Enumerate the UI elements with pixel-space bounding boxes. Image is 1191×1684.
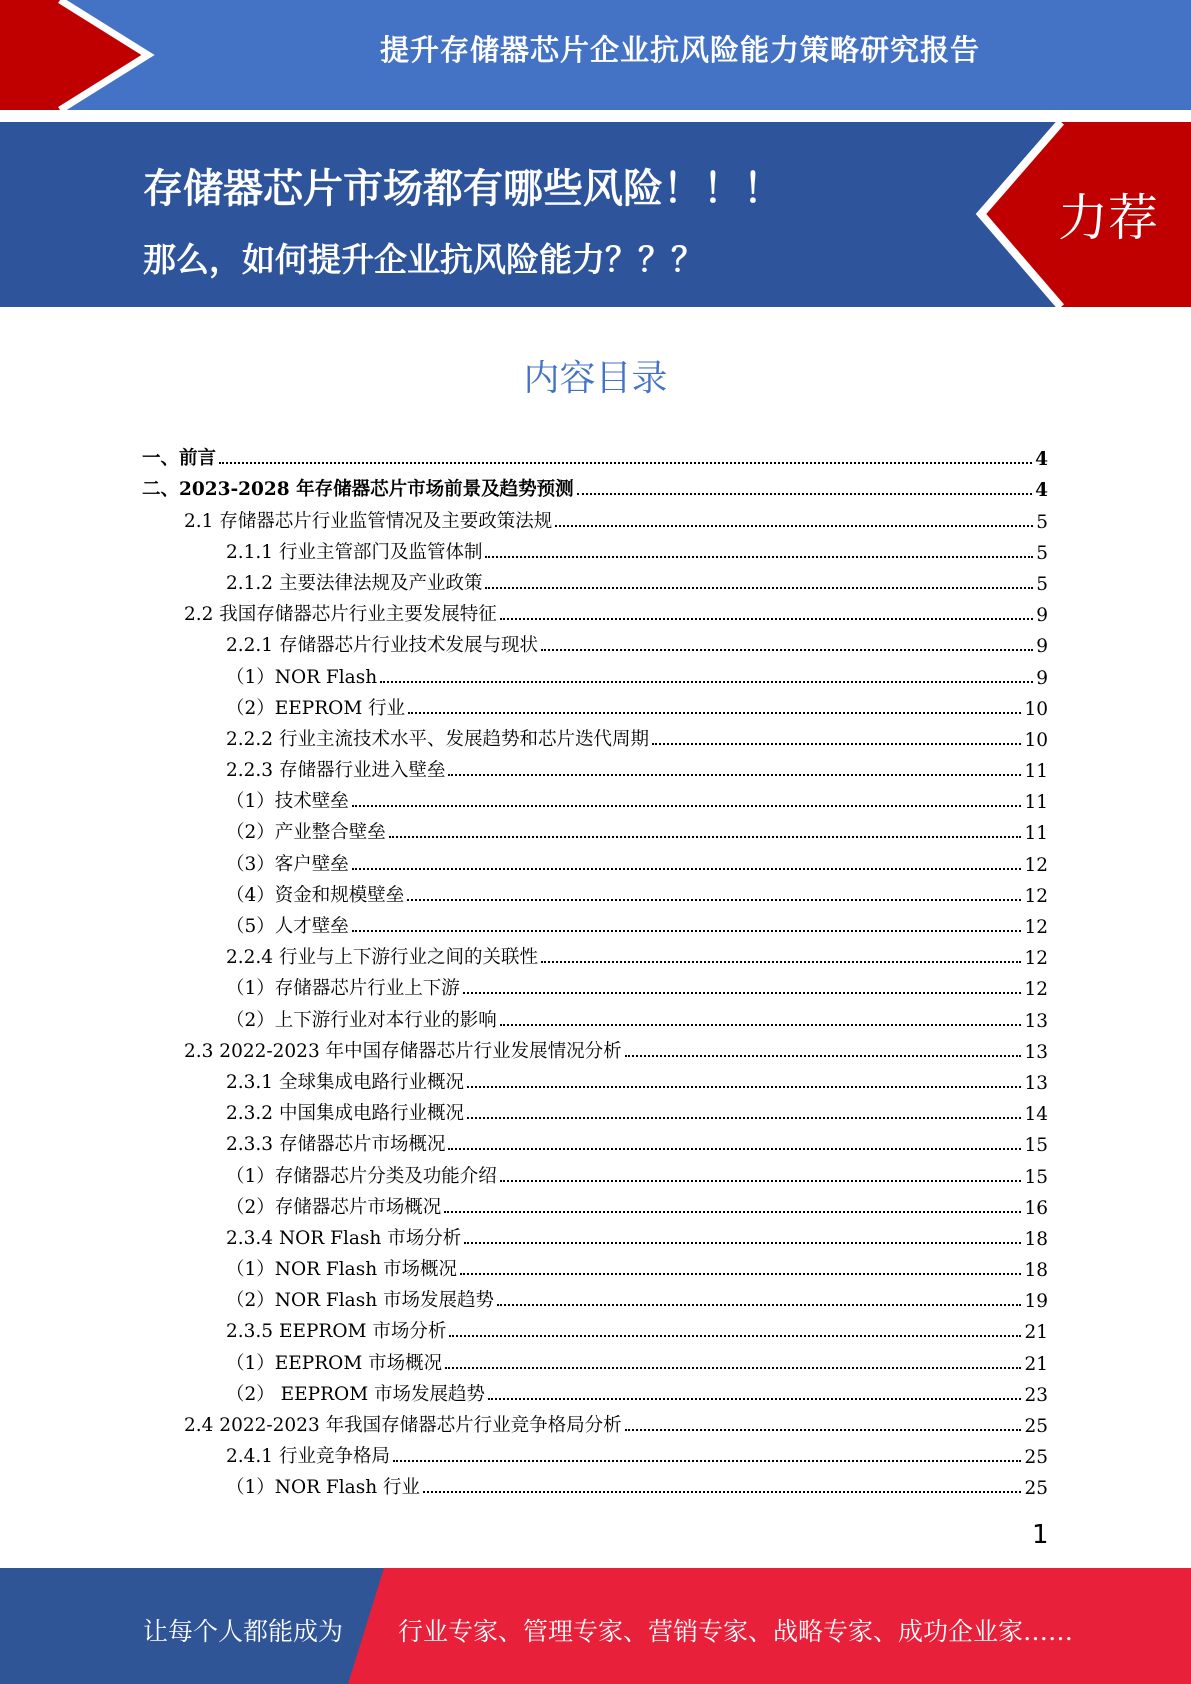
toc-entry-page: 23 [1024,1384,1048,1406]
toc-dot-leader [464,1242,1021,1244]
toc-entry-page: 16 [1024,1197,1048,1219]
toc-entry[interactable] [142,1343,1048,1374]
toc-entry-title: 2.2.1 存储器芯片行业技术发展与现状 [226,635,538,657]
toc-entry-title: （2） EEPROM 市场发展趋势 [226,1383,486,1405]
toc-entry[interactable] [142,501,1048,532]
toc-entry-page: 10 [1024,698,1048,720]
toc-entry[interactable] [142,1406,1048,1437]
toc-entry-title: 2.1.2 主要法律法规及产业政策 [226,572,483,594]
toc-entry-title: （2）存储器芯片市场概况 [226,1196,442,1218]
toc-entry-title: 2.2.4 行业与上下游行业之间的关联性 [226,947,538,969]
toc-entry-title: 2.3.3 存储器芯片市场概况 [226,1134,446,1156]
toc-entry-title: 一、前言 [142,448,217,470]
toc-entry-title: （5）人才壁垒 [226,916,349,937]
toc-entry-title: 2.3.1 全球集成电路行业概况 [226,1071,464,1093]
toc-entry-title: （1）EEPROM 市场概况 [226,1352,443,1374]
toc-entry-page: 12 [1024,979,1048,1001]
toc-entry-page: 5 [1036,542,1048,564]
toc-entry-title: （1）存储器芯片行业上下游 [226,978,460,1000]
toc-dot-leader [625,1055,1022,1057]
toc-entry[interactable] [142,1156,1048,1187]
toc-entry-title: （1）NOR Flash 市场概况 [226,1259,458,1281]
toc-entry[interactable] [142,1281,1048,1312]
toc-dot-leader [485,587,1033,589]
toc-entry-page: 12 [1024,948,1048,970]
hero-subheadline: 那么，如何提升企业抗风险能力？？？ [143,240,704,279]
toc-dot-leader [408,712,1021,714]
toc-entry-page: 25 [1024,1447,1048,1469]
toc-dot-leader [423,1491,1021,1493]
toc-entry-page: 21 [1024,1322,1048,1344]
toc-entry-page: 5 [1036,573,1048,595]
toc-entry-title: （1）存储器芯片分类及功能介绍 [226,1165,497,1187]
top-red-chevron [0,0,160,110]
toc-dot-leader [449,1335,1021,1337]
toc-entry[interactable] [142,1000,1048,1031]
toc-entry-page: 11 [1024,792,1048,814]
toc-entry-title: 2.2.3 存储器行业进入壁垒 [226,760,446,782]
toc-entry[interactable] [142,938,1048,969]
toc-dot-leader [445,1367,1021,1369]
toc-dot-leader [407,899,1021,901]
footer-slogan-roles: 行业专家、管理专家、营销专家、战略专家、成功企业家…… [398,1617,1074,1646]
toc-entry-page: 18 [1024,1260,1048,1282]
toc-entry-page: 13 [1024,1010,1048,1032]
toc-entry[interactable] [142,813,1048,844]
toc-dot-leader [219,462,1032,464]
toc-entry-page: 13 [1024,1072,1048,1094]
toc-entry-page: 12 [1024,917,1048,938]
toc-entry[interactable] [142,1468,1048,1499]
toc-entry-page: 10 [1024,729,1048,751]
toc-entry[interactable] [142,844,1048,875]
toc-entry-page: 21 [1024,1353,1048,1375]
toc-dot-leader [460,1273,1021,1275]
toc-entry[interactable] [142,751,1048,782]
toc-entry-title: 2.4 2022-2023 年我国存储器芯片行业竞争格局分析 [184,1415,622,1436]
toc-dot-leader [488,1398,1021,1400]
toc-entry-title: 2.1 存储器芯片行业监管情况及主要政策法规 [184,510,553,532]
hero-headline: 存储器芯片市场都有哪些风险！！！ [143,166,783,212]
toc-entry[interactable] [142,470,1048,501]
toc-entry-title: 2.3 2022-2023 年中国存储器芯片行业发展情况分析 [184,1040,622,1062]
toc-entry-title: （1）NOR Flash [226,666,378,688]
toc-entry-title: 2.3.4 NOR Flash 市场分析 [226,1227,462,1249]
toc-entry-title: 2.2.2 行业主流技术水平、发展趋势和芯片迭代周期 [226,728,649,750]
toc-entry-title: 二、2023-2028 年存储器芯片市场前景及趋势预测 [142,479,574,501]
toc-entry-page: 4 [1035,480,1048,502]
toc-entry-title: （2）EEPROM 行业 [226,697,406,719]
toc-entry[interactable] [142,876,1048,907]
toc-entry-page: 19 [1024,1291,1048,1313]
toc-entry-page: 14 [1024,1104,1048,1126]
toc-entry-page: 12 [1024,885,1048,907]
toc-dot-leader [485,556,1033,558]
table-of-contents [142,439,1048,1499]
toc-dot-leader [448,774,1021,776]
toc-entry[interactable] [142,1312,1048,1343]
toc-dot-leader [389,836,1022,838]
toc-dot-leader [625,1429,1022,1431]
toc-entry[interactable] [142,782,1048,813]
toc-entry[interactable] [142,720,1048,751]
toc-dot-leader [467,1117,1021,1119]
toc-entry[interactable] [142,1375,1048,1406]
toc-entry-page: 13 [1024,1041,1048,1063]
toc-entry-page: 9 [1036,605,1048,627]
footer-slogan-lead: 让每个人都能成为 [143,1617,344,1646]
toc-dot-leader [500,1180,1022,1182]
toc-entry-page: 25 [1024,1478,1048,1500]
toc-entry-title: 2.1.1 行业主管部门及监管体制 [226,541,483,563]
toc-entry-title: 2.3.5 EEPROM 市场分析 [226,1321,447,1343]
toc-entry-title: （2）上下游行业对本行业的影响 [226,1009,497,1031]
toc-entry-page: 12 [1024,854,1048,876]
toc-entry-page: 18 [1024,1228,1048,1250]
toc-dot-leader [500,1024,1022,1026]
toc-dot-leader [500,618,1033,620]
toc-entry-page: 15 [1024,1135,1048,1157]
toc-entry[interactable] [142,626,1048,657]
toc-heading: 内容目录 [523,358,668,399]
toc-entry[interactable] [142,657,1048,688]
toc-entry-title: 2.4.1 行业竞争格局 [226,1446,390,1468]
toc-dot-leader [352,868,1022,870]
toc-dot-leader [352,930,1022,932]
toc-entry[interactable] [142,1219,1048,1250]
toc-entry-title: （3）客户壁垒 [226,853,349,875]
toc-entry-page: 5 [1036,511,1048,533]
toc-entry[interactable] [142,1250,1048,1281]
toc-dot-leader [652,743,1021,745]
toc-dot-leader [448,1148,1021,1150]
toc-entry-title: （1）NOR Flash 行业 [226,1477,421,1499]
toc-dot-leader [467,1086,1021,1088]
toc-entry-title: 2.2 我国存储器芯片行业主要发展特征 [184,604,497,626]
toc-entry-title: （2）产业整合壁垒 [226,822,386,844]
toc-entry-page: 9 [1036,636,1048,658]
toc-entry-title: （1）技术壁垒 [226,791,349,813]
toc-entry[interactable] [142,907,1048,938]
toc-entry[interactable] [142,1125,1048,1156]
toc-entry[interactable] [142,689,1048,720]
toc-entry-page: 9 [1036,667,1048,689]
toc-entry[interactable] [142,1094,1048,1125]
toc-dot-leader [497,1304,1021,1306]
page-number: 1 [1032,1520,1049,1550]
toc-entry-page: 4 [1035,449,1048,471]
toc-entry-title: 2.3.2 中国集成电路行业概况 [226,1103,464,1125]
toc-entry[interactable] [142,1063,1048,1094]
toc-entry-title: （2）NOR Flash 市场发展趋势 [226,1290,495,1312]
toc-entry[interactable] [142,533,1048,564]
toc-entry[interactable] [142,1032,1048,1063]
toc-dot-leader [541,961,1021,963]
toc-entry[interactable] [142,1437,1048,1468]
recommend-badge-label: 力荐 [1058,189,1158,247]
toc-entry-page: 11 [1024,761,1048,783]
toc-dot-leader [444,1211,1021,1213]
toc-dot-leader [541,649,1033,651]
toc-entry[interactable] [142,439,1048,470]
toc-entry-page: 11 [1024,823,1048,845]
toc-entry-page: 25 [1024,1416,1048,1437]
toc-entry[interactable] [142,564,1048,595]
banner-divider [0,110,1191,122]
toc-dot-leader [393,1460,1021,1462]
toc-entry-title: （4）资金和规模壁垒 [226,884,405,906]
toc-entry[interactable] [142,969,1048,1000]
toc-entry[interactable] [142,1188,1048,1219]
toc-dot-leader [577,493,1033,495]
toc-dot-leader [555,525,1033,527]
toc-dot-leader [463,992,1022,994]
toc-dot-leader [352,805,1022,807]
toc-entry[interactable] [142,595,1048,626]
report-title: 提升存储器芯片企业抗风险能力策略研究报告 [379,33,980,67]
toc-dot-leader [380,681,1033,683]
toc-entry-page: 15 [1024,1166,1048,1188]
